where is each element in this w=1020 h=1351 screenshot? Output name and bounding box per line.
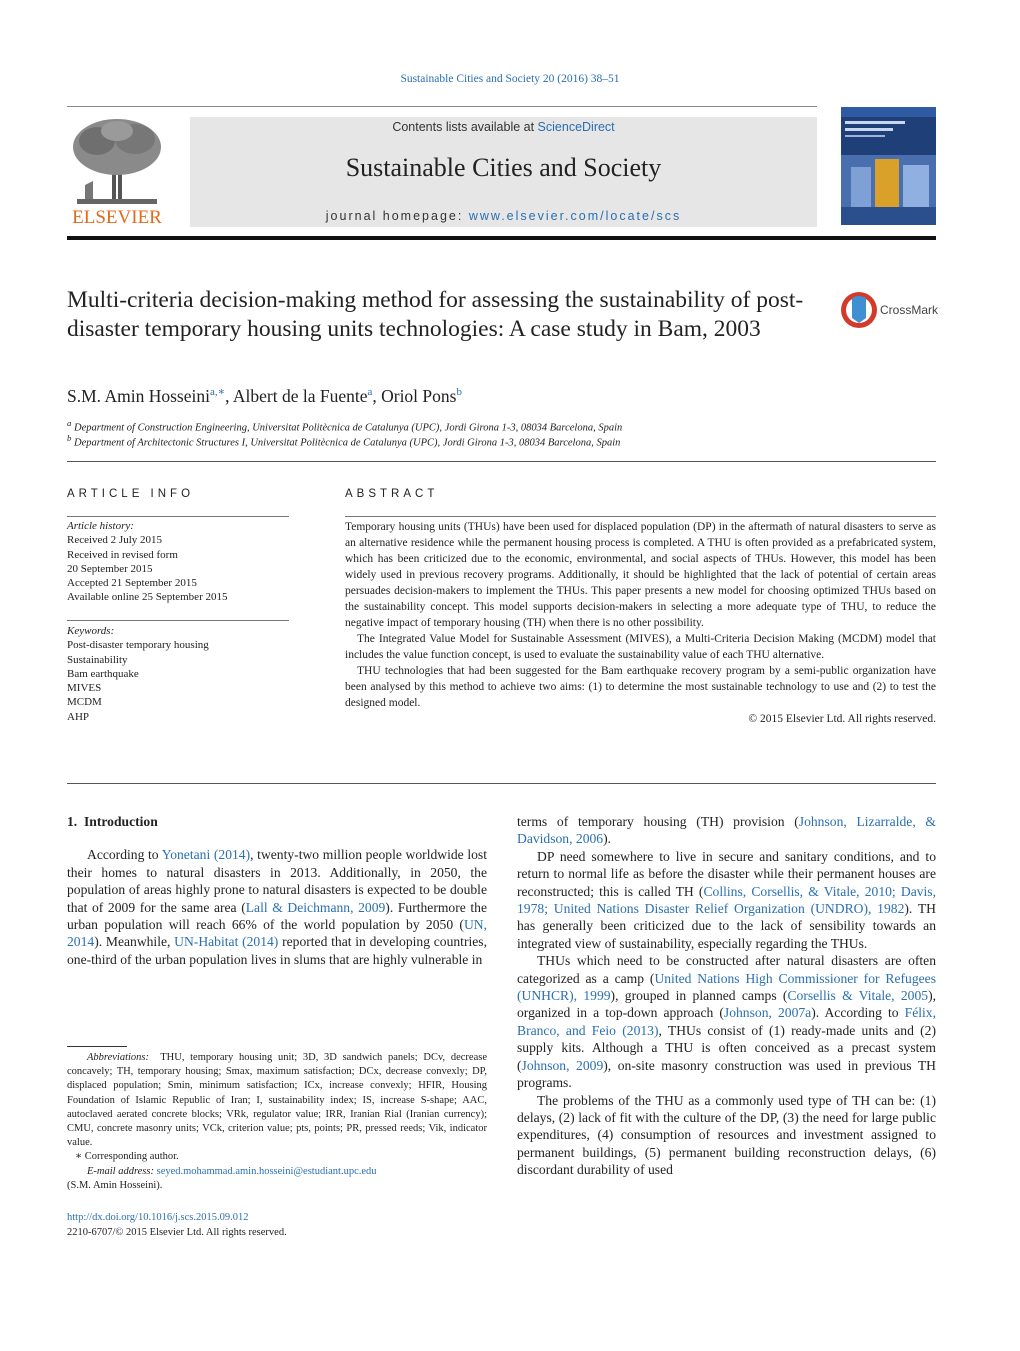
text-run: THUs which need to be constructed after natural disasters are often categorized as a camp ( <box>517 953 936 986</box>
text-run: The problems of the THU as a commonly used type of TH can be: (1) delays, (2) lack of fit with the culture of the DP, (3) the need for large public expenditures, (4) consumption of resources and investment assigned to permanent buildings, (5) permanent building reconstruction delays, (6) discordant durability of used <box>517 1092 936 1178</box>
abstract-copyright: © 2015 Elsevier Ltd. All rights reserved. <box>748 713 936 725</box>
keyword: MCDM <box>67 696 102 709</box>
footnote-rule <box>67 1046 127 1047</box>
citation-link[interactable]: Johnson, Lizarralde, & Davidson, 2006 <box>517 814 937 847</box>
keywords <box>67 624 289 724</box>
header-rule <box>67 106 817 107</box>
history-line: 20 September 2015 <box>67 562 153 575</box>
history-line: Received 2 July 2015 <box>67 534 163 547</box>
email-footnote: E-mail address: seyed.mohammad.amin.hosseini@estudiant.upc.edu <box>87 1165 377 1177</box>
text-run: DP need somewhere to live in secure and sanitary conditions, and to return to normal life as before the disaster while their permanent houses are reconstructed; this is called TH ( <box>517 848 936 899</box>
email-link[interactable]: seyed.mohammad.amin.hosseini@estudiant.upc.edu <box>156 1165 377 1177</box>
affiliation-text: Department of Architectonic Structures I, Universitat Politècnica de Catalunya (UPC), Jordi Girona 1-3, 08034 Barcelona, Spain <box>74 437 621 449</box>
corresponding-author-note: ∗ Corresponding author. <box>75 1151 179 1163</box>
intro-left-column <box>67 813 487 968</box>
journal-citation[interactable]: Sustainable Cities and Society 20 (2016) 38–51 <box>400 73 620 85</box>
intro-paragraph <box>67 846 487 968</box>
author-name[interactable]: S.M. Amin Hosseini <box>67 385 210 406</box>
author-affil-mark[interactable]: a,∗ <box>209 386 226 398</box>
text-run: ). Meanwhile, <box>94 934 175 950</box>
section-heading: 1. Introduction <box>67 814 158 829</box>
text-run: , THUs consist of (1) ready-made units and (2) supply kits. Although a THU is often conceived as a precast system ( <box>517 1022 936 1073</box>
keyword: AHP <box>67 710 90 723</box>
crossmark-badge[interactable] <box>839 290 939 330</box>
keyword: Bam earthquake <box>67 667 139 680</box>
affiliation-a <box>67 418 622 434</box>
affiliation-b <box>67 433 620 449</box>
author-list: S.M. Amin Hosseini$^{a,∗}$, Albert de la Fuente$^a$, Oriol Pons$^b$ <box>67 385 462 406</box>
citation-link[interactable]: Yonetani (2014) <box>161 847 251 863</box>
text-run: According to <box>87 847 162 863</box>
header-thick-rule <box>67 236 936 240</box>
citation-link[interactable]: Collins, Corsellis, & Vitale, 2010; Davis, 1978; United Nations Disaster Relief Organization (UNDRO), 1982 <box>517 883 936 917</box>
citation-link[interactable]: Johnson, 2009 <box>521 1057 604 1073</box>
article-history <box>67 519 289 605</box>
elsevier-logo <box>67 115 167 230</box>
homepage-link[interactable]: www.elsevier.com/locate/scs <box>468 209 682 223</box>
issn-line: 2210-6707/© 2015 Elsevier Ltd. All rights reserved. <box>67 1226 287 1238</box>
abbreviations-footnote: Abbreviations: THU, temporary housing unit; 3D, 3D sandwich panels; DCv, decrease concavely; TH, temporary housing; Smax, maximum satisfaction; DCx, decrease convexly; DP, displaced population; Smin, minimum satisfaction; ICx, increase convexly; HFIR, Housing Foundation of Islamic Republic of Iran; I, sustainability index; IS, increase S-shape; AAC, autoclaved aerated concrete blocks; VRk, regulator value; IRR, Iranian Rial (Iranian currency); CMU, concrete masonry units; VCk, criterion value; pts, points; PR, pressed reeds; Vik, indicator value. <box>67 1052 487 1149</box>
citation-link[interactable]: Johnson, 2007a <box>723 1005 812 1021</box>
citation-link[interactable]: United Nations High Commissioner for Refugees (UNHCR), 1999 <box>517 970 936 1004</box>
journal-banner <box>190 117 817 227</box>
abstract-rule <box>345 516 936 517</box>
doi-link[interactable]: http://dx.doi.org/10.1016/j.scs.2015.09.012 <box>67 1212 249 1223</box>
text-run: ), grouped in planned camps ( <box>610 988 788 1004</box>
text-run: ). TH has generally been criticized due to the lack of sensibility towards an integrated view of sustainability, especially regarding the THUs. <box>517 901 936 951</box>
intro-right-column <box>517 813 936 1179</box>
intro-paragraph <box>517 848 936 952</box>
journal-homepage: journal homepage: www.elsevier.com/locate/scs <box>325 209 682 223</box>
affiliation-text: Department of Construction Engineering, Universitat Politècnica de Catalunya (UPC), Jordi Girona 1-3, 08034 Barcelona, Spain <box>74 422 623 434</box>
keyword: Sustainability <box>67 653 128 666</box>
text-run: terms of temporary housing (TH) provision ( <box>517 814 799 829</box>
text-run: ), organized in a top-down approach ( <box>517 988 937 1021</box>
citation-link[interactable]: Corsellis & Vitale, 2005 <box>787 988 929 1004</box>
abstract-heading: ABSTRACT <box>345 488 439 500</box>
email-owner: (S.M. Amin Hosseini). <box>67 1179 163 1191</box>
history-line: Received in revised form <box>67 548 178 561</box>
intro-paragraph <box>517 952 936 1091</box>
journal-cover-image <box>841 107 936 225</box>
keyword: Post-disaster temporary housing <box>67 639 209 652</box>
citation-link[interactable]: UN, 2014 <box>67 917 487 950</box>
affiliation-mark: a <box>67 418 72 428</box>
abstract-paragraph: The Integrated Value Model for Sustainable Assessment (MIVES), a Multi-Criteria Decision Making (MCDM) model that includes the value function concept, is used to evaluate the sustainability value of each THU alternative. <box>345 633 936 661</box>
keywords-label: Keywords: <box>67 625 115 637</box>
abstract-paragraph: THU technologies that had been suggested for the Bam earthquake recovery program by a semi-public organization have been analysed by this method to achieve two aims: (1) to determine the most sustainable technology to use and (2) to test the designed model. <box>345 665 936 709</box>
citation-link[interactable]: Lall & Deichmann, 2009 <box>245 899 386 915</box>
author-name[interactable]: Albert de la Fuente <box>232 385 368 406</box>
sciencedirect-link[interactable]: ScienceDirect <box>537 120 615 134</box>
text-run: ). Furthermore the urban population will reach 66% of the world population by 2050 ( <box>67 899 488 933</box>
text-run: ). According to <box>811 1005 905 1021</box>
author-name[interactable]: Oriol Pons <box>381 385 457 406</box>
text-run: , twenty-two million people worldwide lost their homes to natural disasters in 2013. Additionally, in 2050, the population of areas highly prone to natural disasters is expected to be double that of 2009 for the same area ( <box>67 847 487 915</box>
footnotes <box>67 1051 487 1193</box>
bottom-info <box>67 1211 287 1240</box>
text-run: ), on-site masonry construction was used in previous TH programs. <box>517 1057 936 1091</box>
citation-link[interactable]: UN-Habitat (2014) <box>174 934 279 950</box>
intro-paragraph <box>517 813 936 848</box>
history-label: Article history: <box>67 520 134 532</box>
author-affil-mark[interactable]: a <box>367 386 373 398</box>
affiliation-rule <box>67 461 936 462</box>
contents-line: Contents lists available at ScienceDirect <box>392 120 615 134</box>
author-affil-mark[interactable]: b <box>456 386 462 398</box>
history-line: Accepted 21 September 2015 <box>67 577 197 590</box>
abstract-paragraph: Temporary housing units (THUs) have been used for displaced population (DP) in the aftermath of natural disasters to serve as an alternative residence while the permanent housing process is completed. A THU is often provided as a prefabricated system, which has been criticized due to the economic, environmental, and social aspects of THUs. However, this model has been widely used in previous recovery programs. Additionally, it should be highlighted that the lack of potential of certain areas persuades decision-makers to implement the THUs. This paper presents a new model for choosing optimized THUs based on the sustainability concept. This model supports decision-makers in selecting a more adequate type of THU, to reduce the negative impact of temporary housing (TH) when there is no other possibility. <box>345 521 936 629</box>
abstract-body <box>345 519 936 727</box>
text-run: reported that in developing countries, one-third of the urban population lives in slums that are highly vulnerable in <box>67 934 487 967</box>
info-rule <box>67 620 289 621</box>
keyword: MIVES <box>67 682 102 695</box>
article-info-heading: ARTICLE INFO <box>67 488 195 500</box>
affiliation-mark: b <box>67 433 72 443</box>
svg-text:ELSEVIER: ELSEVIER <box>72 207 162 228</box>
intro-paragraph <box>517 1092 936 1179</box>
history-line: Available online 25 September 2015 <box>67 591 228 604</box>
info-rule <box>67 516 289 517</box>
citation-link[interactable]: Félix, Branco, and Feio (2013) <box>517 1005 936 1038</box>
text-run: ). <box>603 831 612 847</box>
abstract-end-rule <box>67 783 936 784</box>
article-title: Multi-criteria decision-making method for assessing the sustainability of post-disaster temporary housing units technologies: A case study in Bam, 2003 <box>67 287 804 342</box>
journal-title: Sustainable Cities and Society <box>345 153 662 182</box>
crossmark-label: CrossMark <box>880 303 939 317</box>
